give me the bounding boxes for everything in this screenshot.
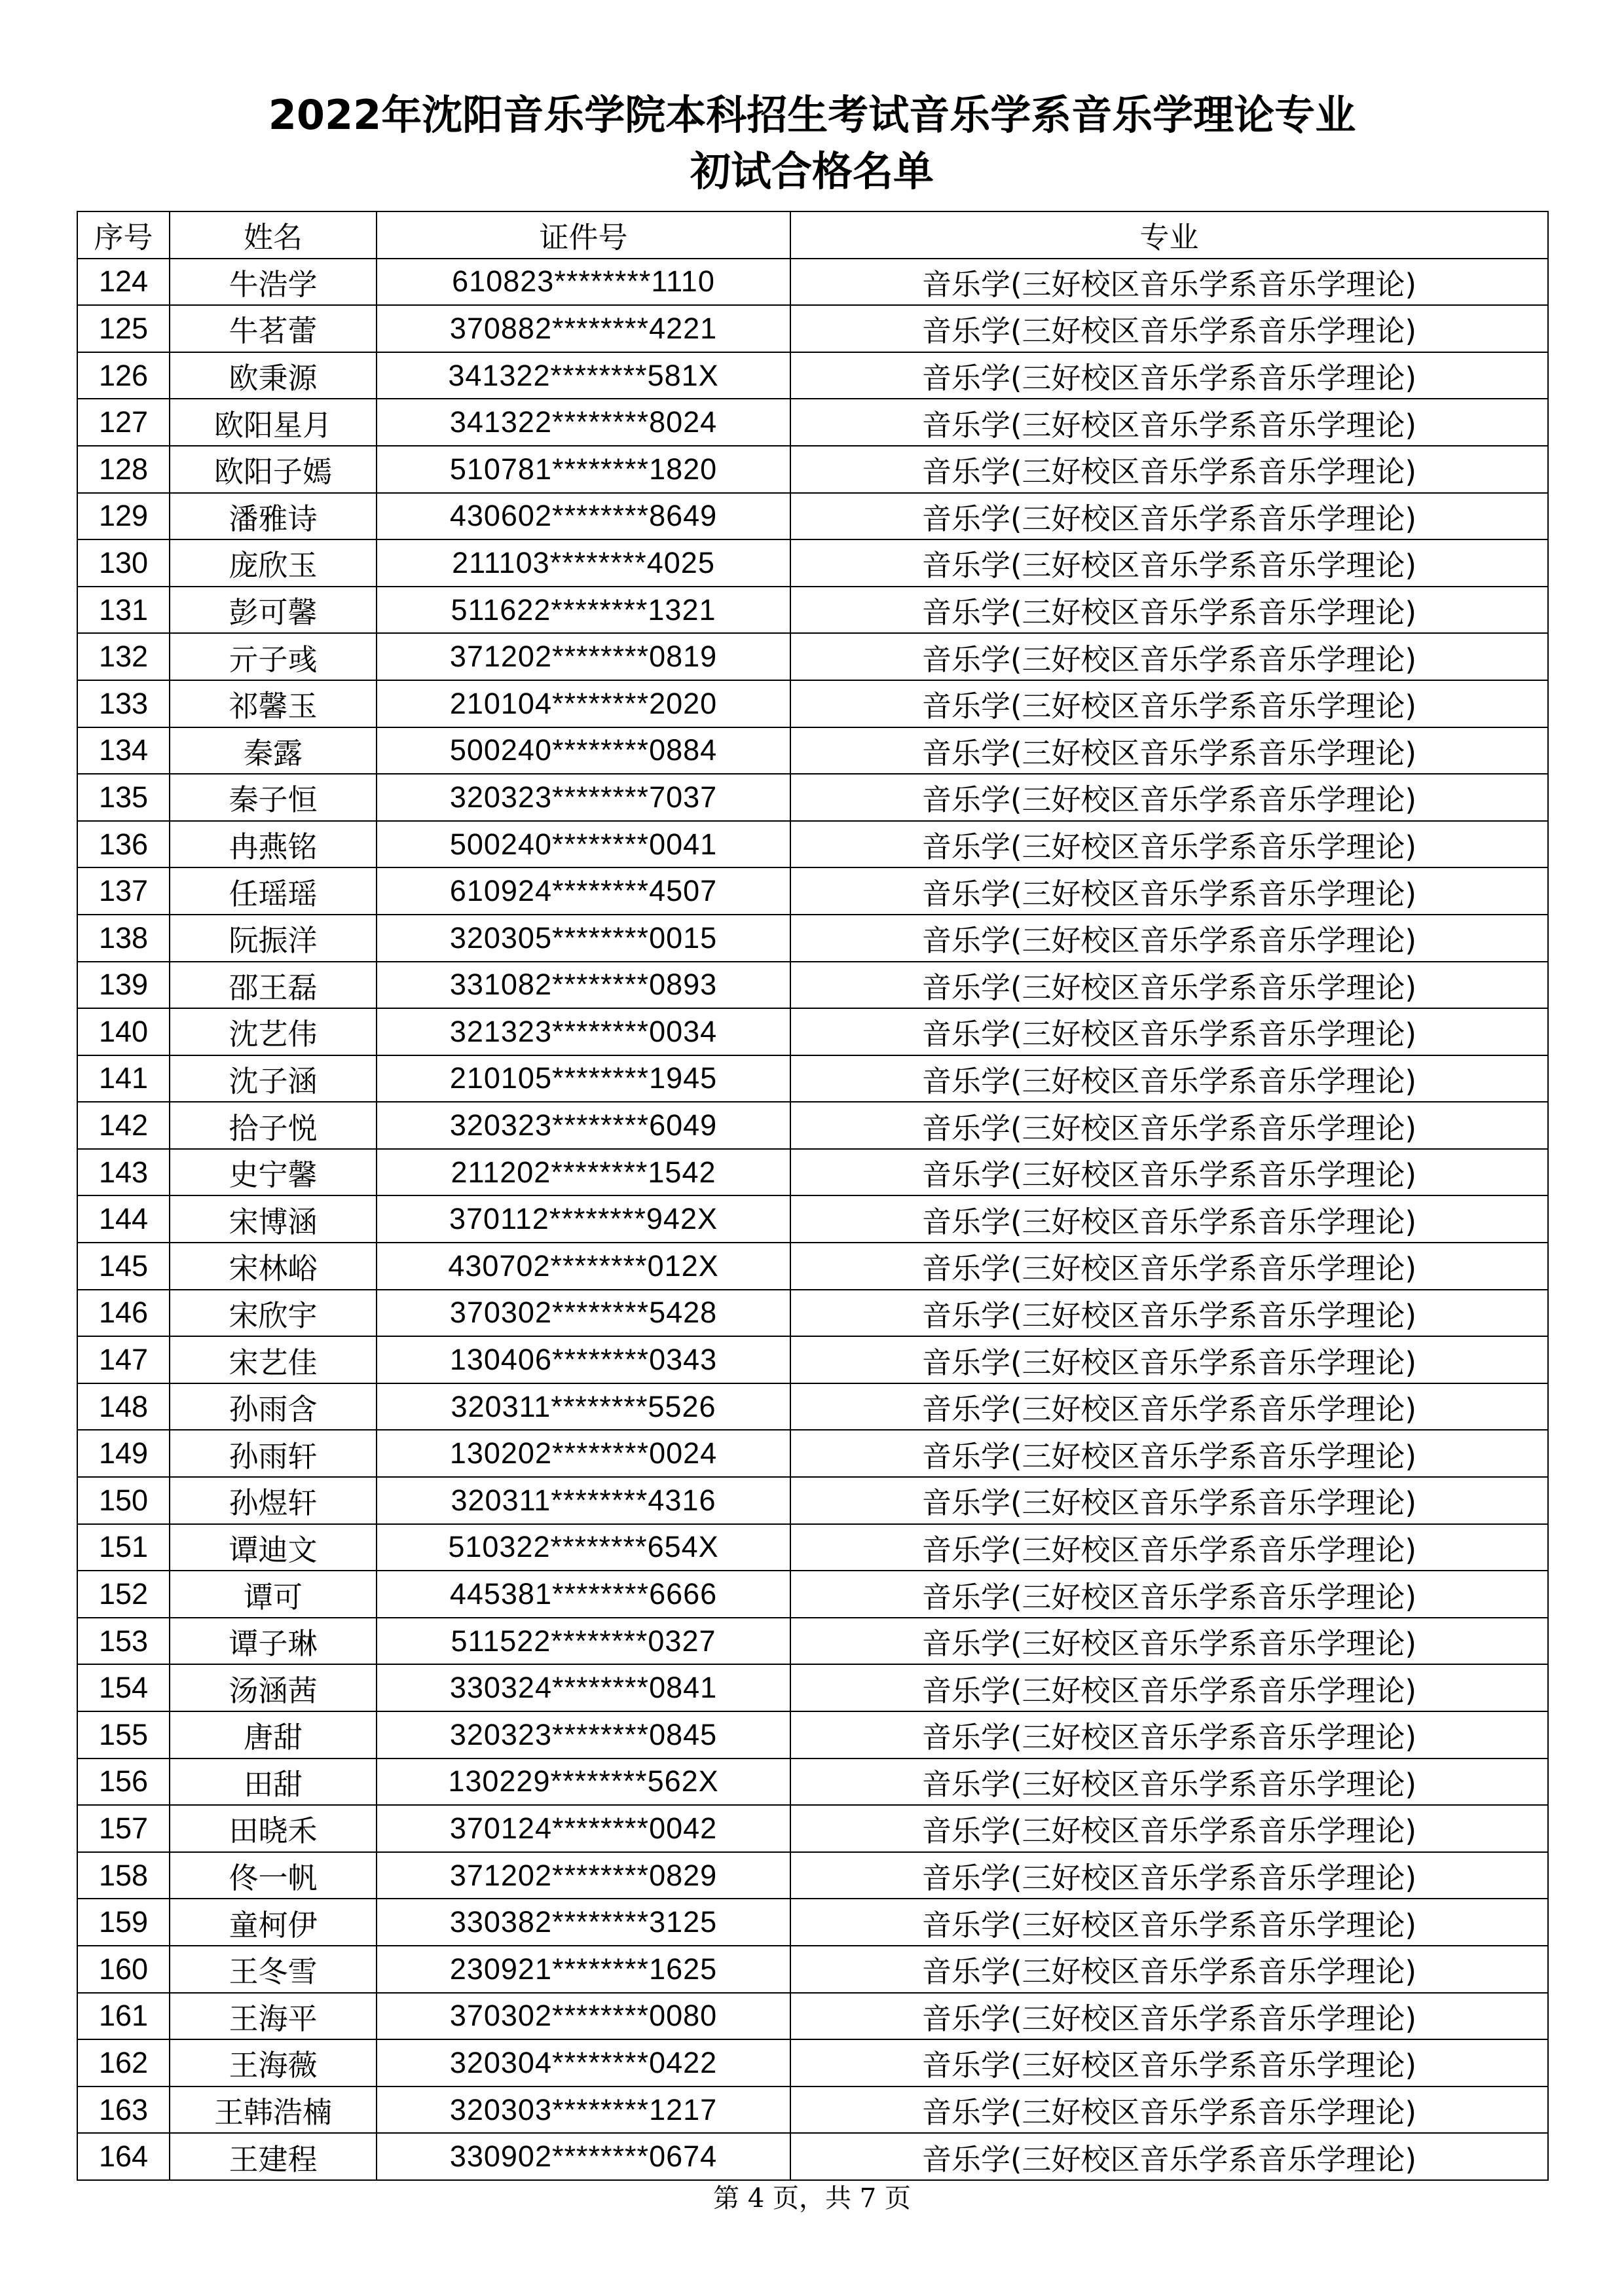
- table-row: [77, 680, 1548, 727]
- cell-name: 佟一帆: [170, 1852, 377, 1899]
- cell-serial: 154: [77, 1664, 170, 1711]
- cell-major: 音乐学(三好校区音乐学系音乐学理论): [790, 352, 1548, 399]
- cell-major: 音乐学(三好校区音乐学系音乐学理论): [790, 1243, 1548, 1290]
- cell-major: 音乐学(三好校区音乐学系音乐学理论): [790, 399, 1548, 446]
- cell-serial: 161: [77, 1993, 170, 2040]
- cell-serial: 145: [77, 1243, 170, 1290]
- cell-name: 汤涵茜: [170, 1664, 377, 1711]
- header-name: 姓名: [170, 211, 377, 259]
- cell-major: 音乐学(三好校区音乐学系音乐学理论): [790, 1664, 1548, 1711]
- cell-name: 潘雅诗: [170, 493, 377, 540]
- cell-serial: 159: [77, 1899, 170, 1946]
- cell-major: 音乐学(三好校区音乐学系音乐学理论): [790, 259, 1548, 306]
- cell-serial: 139: [77, 962, 170, 1009]
- cell-major: 音乐学(三好校区音乐学系音乐学理论): [790, 1805, 1548, 1852]
- cell-major: 音乐学(三好校区音乐学系音乐学理论): [790, 1195, 1548, 1243]
- cell-major: 音乐学(三好校区音乐学系音乐学理论): [790, 2086, 1548, 2134]
- table-row: [77, 587, 1548, 634]
- cell-name: 牛茗蕾: [170, 305, 377, 352]
- cell-name: 王海平: [170, 1993, 377, 2040]
- cell-name: 秦露: [170, 727, 377, 774]
- cell-major: 音乐学(三好校区音乐学系音乐学理论): [790, 867, 1548, 915]
- table-row: [77, 774, 1548, 821]
- cell-id-number: 371202********0829: [377, 1852, 790, 1899]
- table-row: [77, 2039, 1548, 2086]
- cell-serial: 126: [77, 352, 170, 399]
- cell-major: 音乐学(三好校区音乐学系音乐学理论): [790, 774, 1548, 821]
- table-row: [77, 446, 1548, 493]
- cell-serial: 158: [77, 1852, 170, 1899]
- cell-id-number: 330382********3125: [377, 1899, 790, 1946]
- cell-id-number: 370882********4221: [377, 305, 790, 352]
- table-row: [77, 2133, 1548, 2180]
- cell-id-number: 130406********0343: [377, 1336, 790, 1383]
- cell-serial: 143: [77, 1149, 170, 1196]
- cell-serial: 127: [77, 399, 170, 446]
- table-row: [77, 305, 1548, 352]
- cell-serial: 148: [77, 1383, 170, 1430]
- cell-serial: 149: [77, 1430, 170, 1477]
- cell-serial: 156: [77, 1758, 170, 1806]
- cell-serial: 131: [77, 587, 170, 634]
- cell-major: 音乐学(三好校区音乐学系音乐学理论): [790, 1758, 1548, 1806]
- table-row: [77, 1758, 1548, 1806]
- cell-major: 音乐学(三好校区音乐学系音乐学理论): [790, 305, 1548, 352]
- cell-id-number: 330902********0674: [377, 2133, 790, 2180]
- cell-name: 王韩浩楠: [170, 2086, 377, 2134]
- table-row: [77, 821, 1548, 868]
- cell-id-number: 330324********0841: [377, 1664, 790, 1711]
- table-row: [77, 1571, 1548, 1618]
- cell-major: 音乐学(三好校区音乐学系音乐学理论): [790, 1852, 1548, 1899]
- cell-serial: 147: [77, 1336, 170, 1383]
- cell-serial: 151: [77, 1524, 170, 1571]
- cell-name: 牛浩学: [170, 259, 377, 306]
- table-row: [77, 1290, 1548, 1337]
- cell-name: 沈子涵: [170, 1055, 377, 1102]
- cell-serial: 138: [77, 915, 170, 962]
- cell-name: 王海薇: [170, 2039, 377, 2086]
- cell-id-number: 510322********654X: [377, 1524, 790, 1571]
- cell-name: 欧阳星月: [170, 399, 377, 446]
- cell-id-number: 320311********4316: [377, 1477, 790, 1524]
- table-row: [77, 1993, 1548, 2040]
- cell-major: 音乐学(三好校区音乐学系音乐学理论): [790, 1477, 1548, 1524]
- cell-name: 宋艺佳: [170, 1336, 377, 1383]
- cell-id-number: 371202********0819: [377, 633, 790, 680]
- cell-id-number: 510781********1820: [377, 446, 790, 493]
- cell-id-number: 370124********0042: [377, 1805, 790, 1852]
- cell-name: 任瑶瑶: [170, 867, 377, 915]
- cell-id-number: 500240********0041: [377, 821, 790, 868]
- cell-major: 音乐学(三好校区音乐学系音乐学理论): [790, 962, 1548, 1009]
- cell-major: 音乐学(三好校区音乐学系音乐学理论): [790, 1618, 1548, 1665]
- cell-major: 音乐学(三好校区音乐学系音乐学理论): [790, 1383, 1548, 1430]
- table-row: [77, 1805, 1548, 1852]
- cell-id-number: 610924********4507: [377, 867, 790, 915]
- cell-major: 音乐学(三好校区音乐学系音乐学理论): [790, 1055, 1548, 1102]
- cell-major: 音乐学(三好校区音乐学系音乐学理论): [790, 1290, 1548, 1337]
- cell-name: 阮振洋: [170, 915, 377, 962]
- cell-major: 音乐学(三好校区音乐学系音乐学理论): [790, 446, 1548, 493]
- cell-serial: 160: [77, 1946, 170, 1993]
- cell-major: 音乐学(三好校区音乐学系音乐学理论): [790, 1993, 1548, 2040]
- cell-name: 宋林峪: [170, 1243, 377, 1290]
- cell-id-number: 370302********0080: [377, 1993, 790, 2040]
- cell-serial: 125: [77, 305, 170, 352]
- cell-id-number: 370112********942X: [377, 1195, 790, 1243]
- cell-id-number: 341322********8024: [377, 399, 790, 446]
- cell-major: 音乐学(三好校区音乐学系音乐学理论): [790, 539, 1548, 587]
- table-row: [77, 962, 1548, 1009]
- cell-id-number: 320323********0845: [377, 1711, 790, 1758]
- cell-id-number: 511522********0327: [377, 1618, 790, 1665]
- table-row: [77, 633, 1548, 680]
- cell-major: 音乐学(三好校区音乐学系音乐学理论): [790, 1149, 1548, 1196]
- table-row: [77, 1946, 1548, 1993]
- cell-name: 欧秉源: [170, 352, 377, 399]
- cell-serial: 164: [77, 2133, 170, 2180]
- cell-id-number: 511622********1321: [377, 587, 790, 634]
- table-row: [77, 915, 1548, 962]
- table-row: [77, 1008, 1548, 1055]
- page-subtitle: 初试合格名单: [690, 147, 934, 195]
- table-row: [77, 1477, 1548, 1524]
- table-row: [77, 1899, 1548, 1946]
- page-title: 2022年沈阳音乐学院本科招生考试音乐学系音乐学理论专业: [268, 91, 1356, 139]
- table-row: [77, 1852, 1548, 1899]
- cell-serial: 157: [77, 1805, 170, 1852]
- cell-name: 田甜: [170, 1758, 377, 1806]
- cell-name: 邵王磊: [170, 962, 377, 1009]
- cell-major: 音乐学(三好校区音乐学系音乐学理论): [790, 1008, 1548, 1055]
- cell-name: 孙雨轩: [170, 1430, 377, 1477]
- cell-name: 彭可馨: [170, 587, 377, 634]
- cell-id-number: 500240********0884: [377, 727, 790, 774]
- cell-name: 沈艺伟: [170, 1008, 377, 1055]
- cell-name: 王冬雪: [170, 1946, 377, 1993]
- cell-major: 音乐学(三好校区音乐学系音乐学理论): [790, 680, 1548, 727]
- cell-name: 宋博涵: [170, 1195, 377, 1243]
- cell-serial: 133: [77, 680, 170, 727]
- table-row: [77, 867, 1548, 915]
- table-row: [77, 1336, 1548, 1383]
- cell-id-number: 230921********1625: [377, 1946, 790, 1993]
- table-row: [77, 2086, 1548, 2134]
- table-row: [77, 1524, 1548, 1571]
- cell-serial: 144: [77, 1195, 170, 1243]
- cell-major: 音乐学(三好校区音乐学系音乐学理论): [790, 633, 1548, 680]
- cell-id-number: 331082********0893: [377, 962, 790, 1009]
- cell-name: 田晓禾: [170, 1805, 377, 1852]
- cell-major: 音乐学(三好校区音乐学系音乐学理论): [790, 493, 1548, 540]
- cell-major: 音乐学(三好校区音乐学系音乐学理论): [790, 915, 1548, 962]
- cell-name: 祁馨玉: [170, 680, 377, 727]
- table-row: [77, 727, 1548, 774]
- cell-serial: 162: [77, 2039, 170, 2086]
- cell-major: 音乐学(三好校区音乐学系音乐学理论): [790, 821, 1548, 868]
- cell-serial: 155: [77, 1711, 170, 1758]
- table-row: [77, 1711, 1548, 1758]
- table-row: [77, 539, 1548, 587]
- table-row: [77, 1055, 1548, 1102]
- cell-major: 音乐学(三好校区音乐学系音乐学理论): [790, 2133, 1548, 2180]
- cell-serial: 128: [77, 446, 170, 493]
- table-row: [77, 1102, 1548, 1149]
- cell-id-number: 430602********8649: [377, 493, 790, 540]
- cell-major: 音乐学(三好校区音乐学系音乐学理论): [790, 1571, 1548, 1618]
- table-row: [77, 1664, 1548, 1711]
- cell-id-number: 320303********1217: [377, 2086, 790, 2134]
- table-row: [77, 1243, 1548, 1290]
- cell-serial: 132: [77, 633, 170, 680]
- cell-name: 谭子琳: [170, 1618, 377, 1665]
- page-footer: 第 4 页，共 7 页: [713, 2183, 911, 2214]
- cell-name: 孙煜轩: [170, 1477, 377, 1524]
- cell-serial: 129: [77, 493, 170, 540]
- cell-name: 史宁馨: [170, 1149, 377, 1196]
- table-row: [77, 1195, 1548, 1243]
- cell-serial: 140: [77, 1008, 170, 1055]
- header-major: 专业: [790, 211, 1548, 259]
- table-header-row: [77, 211, 1548, 259]
- table-row: [77, 1383, 1548, 1430]
- cell-id-number: 320305********0015: [377, 915, 790, 962]
- cell-id-number: 211103********4025: [377, 539, 790, 587]
- cell-major: 音乐学(三好校区音乐学系音乐学理论): [790, 1899, 1548, 1946]
- cell-id-number: 370302********5428: [377, 1290, 790, 1337]
- cell-major: 音乐学(三好校区音乐学系音乐学理论): [790, 587, 1548, 634]
- cell-major: 音乐学(三好校区音乐学系音乐学理论): [790, 1102, 1548, 1149]
- table-row: [77, 399, 1548, 446]
- cell-major: 音乐学(三好校区音乐学系音乐学理论): [790, 1430, 1548, 1477]
- cell-name: 冉燕铭: [170, 821, 377, 868]
- cell-name: 拾子悦: [170, 1102, 377, 1149]
- cell-serial: 142: [77, 1102, 170, 1149]
- cell-serial: 136: [77, 821, 170, 868]
- cell-serial: 124: [77, 259, 170, 306]
- table-row: [77, 1618, 1548, 1665]
- table-row: [77, 352, 1548, 399]
- cell-name: 宋欣宇: [170, 1290, 377, 1337]
- cell-name: 庞欣玉: [170, 539, 377, 587]
- table-row: [77, 1149, 1548, 1196]
- cell-serial: 153: [77, 1618, 170, 1665]
- cell-name: 王建程: [170, 2133, 377, 2180]
- cell-name: 唐甜: [170, 1711, 377, 1758]
- cell-id-number: 321323********0034: [377, 1008, 790, 1055]
- cell-id-number: 320304********0422: [377, 2039, 790, 2086]
- table-row: [77, 1430, 1548, 1477]
- cell-name: 秦子恒: [170, 774, 377, 821]
- cell-serial: 150: [77, 1477, 170, 1524]
- cell-serial: 163: [77, 2086, 170, 2134]
- cell-id-number: 320323********7037: [377, 774, 790, 821]
- cell-name: 童柯伊: [170, 1899, 377, 1946]
- cell-id-number: 210104********2020: [377, 680, 790, 727]
- cell-serial: 135: [77, 774, 170, 821]
- table-row: [77, 493, 1548, 540]
- cell-id-number: 610823********1110: [377, 259, 790, 306]
- cell-id-number: 430702********012X: [377, 1243, 790, 1290]
- cell-serial: 134: [77, 727, 170, 774]
- header-id-number: 证件号: [377, 211, 790, 259]
- cell-major: 音乐学(三好校区音乐学系音乐学理论): [790, 1946, 1548, 1993]
- cell-name: 谭迪文: [170, 1524, 377, 1571]
- cell-name: 亓子彧: [170, 633, 377, 680]
- cell-major: 音乐学(三好校区音乐学系音乐学理论): [790, 1524, 1548, 1571]
- cell-id-number: 211202********1542: [377, 1149, 790, 1196]
- cell-id-number: 130202********0024: [377, 1430, 790, 1477]
- cell-major: 音乐学(三好校区音乐学系音乐学理论): [790, 1336, 1548, 1383]
- header-serial: 序号: [77, 211, 170, 259]
- cell-serial: 130: [77, 539, 170, 587]
- cell-id-number: 320323********6049: [377, 1102, 790, 1149]
- cell-name: 谭可: [170, 1571, 377, 1618]
- admission-list-table: [77, 211, 1549, 2181]
- cell-id-number: 445381********6666: [377, 1571, 790, 1618]
- cell-name: 欧阳子嫣: [170, 446, 377, 493]
- cell-major: 音乐学(三好校区音乐学系音乐学理论): [790, 727, 1548, 774]
- cell-major: 音乐学(三好校区音乐学系音乐学理论): [790, 2039, 1548, 2086]
- cell-serial: 137: [77, 867, 170, 915]
- cell-serial: 146: [77, 1290, 170, 1337]
- cell-serial: 141: [77, 1055, 170, 1102]
- cell-major: 音乐学(三好校区音乐学系音乐学理论): [790, 1711, 1548, 1758]
- cell-id-number: 130229********562X: [377, 1758, 790, 1806]
- cell-name: 孙雨含: [170, 1383, 377, 1430]
- cell-id-number: 341322********581X: [377, 352, 790, 399]
- cell-id-number: 320311********5526: [377, 1383, 790, 1430]
- table-row: [77, 259, 1548, 306]
- cell-serial: 152: [77, 1571, 170, 1618]
- cell-id-number: 210105********1945: [377, 1055, 790, 1102]
